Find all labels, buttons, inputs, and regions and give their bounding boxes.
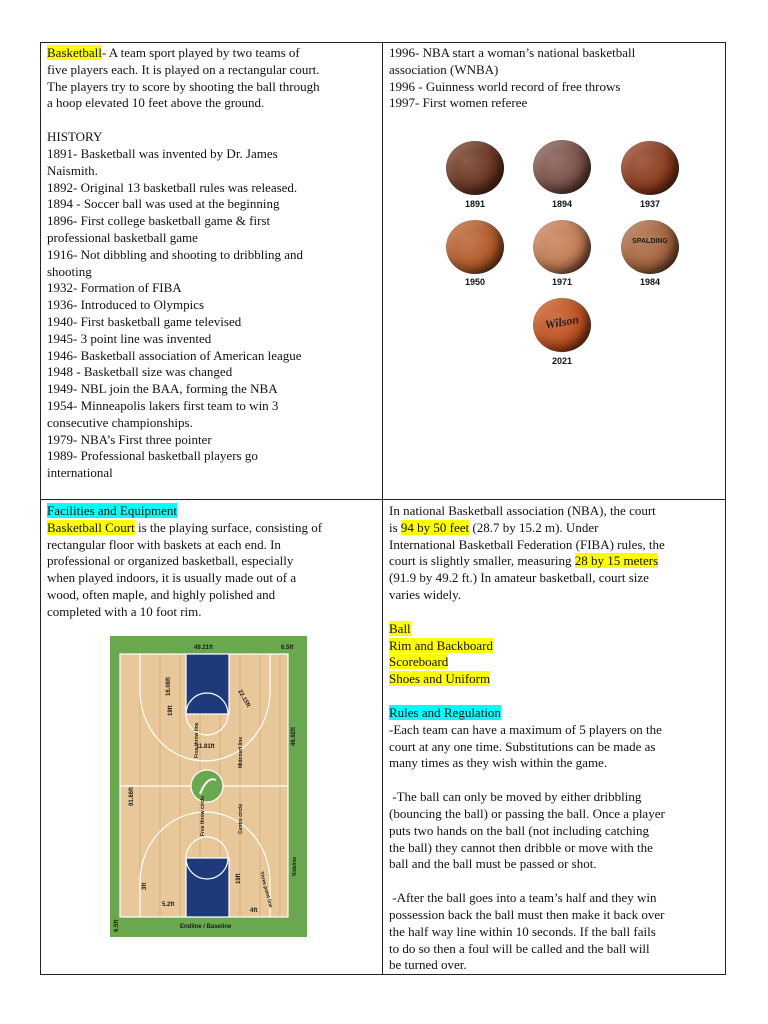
equipment-item: Scoreboard	[389, 654, 449, 670]
corner-label: 6.5ft	[281, 645, 294, 651]
centre-circle-label: Centre circle	[238, 803, 244, 834]
court-line: Basketball Court is the playing surface, consisting of	[47, 519, 323, 535]
key-top	[186, 654, 229, 714]
ball-year-label: 1891	[464, 199, 486, 209]
history-line: 1940- First basketball game televised	[47, 313, 242, 329]
dimension-line: In national Basketball association (NBA), the court	[389, 503, 656, 518]
history-line: 1996- NBA start a woman’s national basketball	[389, 45, 636, 60]
history-title: HISTORY	[47, 129, 103, 145]
court-line: when played indoors, it is usually made out of a	[47, 570, 297, 586]
rule-line: possession back the ball must then make it back over	[389, 906, 665, 922]
ball-year-label: 1971	[551, 277, 573, 287]
dimension-line: court is slightly smaller, measuring 28 by 15 meters	[389, 553, 659, 569]
dimension-line: International Basketball Federation (FIBA) rules, the	[389, 536, 665, 552]
short-3-label: 3ft	[142, 882, 148, 890]
short-4-label: 4ft	[250, 908, 258, 914]
ball-1894	[533, 140, 591, 194]
history-line: professional basketball game	[47, 229, 198, 245]
history-line: 1948 - Basketball size was changed	[47, 364, 233, 380]
equipment-item: Shoes and Uniform	[389, 671, 491, 687]
history-line: 1945- 3 point line was invented	[47, 330, 212, 346]
facilities-heading: Facilities and Equipment	[47, 503, 177, 518]
court-diagram	[110, 636, 307, 937]
equipment-item: Rim and Backboard	[389, 637, 493, 653]
history-line: association (WNBA)	[389, 61, 499, 77]
rule-line: -After the ball goes into a team’s half and they win	[389, 890, 657, 906]
sideline-label: Sideline	[292, 856, 298, 876]
rule-line: (bouncing the ball) or passing the ball. Once a player	[389, 805, 665, 821]
history-line: 1997- First women referee	[389, 95, 528, 111]
court-line: completed with a 10 foot rim.	[47, 603, 202, 619]
history-line: 1936- Introduced to Olympics	[47, 297, 205, 313]
side-width-label: 46.92ft	[291, 726, 297, 746]
intro-line: Basketball- A team sport played by two teams of	[47, 45, 300, 60]
ball-year-label: 1937	[639, 199, 661, 209]
rule-line: be turned over.	[389, 957, 467, 973]
history-line: 1979- NBA’s First three pointer	[47, 431, 212, 447]
free-throw-label: Free throw line	[194, 722, 200, 758]
history-line: 1891- Basketball was invented by Dr. James	[47, 145, 278, 161]
court-line: professional or organized basketball, especially	[47, 553, 294, 569]
history-line: 1996 - Guinness world record of free throws	[389, 78, 621, 94]
basketball-heading: Basketball	[47, 45, 102, 60]
history-line: 1896- First college basketball game & first	[47, 213, 271, 229]
intro-line: five players each. It is played on a rectangular court.	[47, 61, 320, 77]
ball-1937	[621, 141, 679, 195]
bottom-65-label: 6.5ft	[114, 919, 120, 932]
rule-line: -Each team can have a maximum of 5 players on the	[389, 721, 662, 737]
history-line: shooting	[47, 263, 92, 279]
key-bottom	[186, 858, 229, 917]
court-label: Basketball Court	[47, 519, 135, 535]
rule-line: the half way line within 10 seconds. If the ball fails	[389, 923, 656, 939]
rule-line: ball and the ball must be passed or shot.	[389, 856, 597, 872]
history-line: 1946- Basketball association of American league	[47, 347, 302, 363]
midcourt-label: Midcourt line	[238, 736, 244, 768]
dimension-line: (91.9 by 49.2 ft.) In amateur basketball, court size	[389, 570, 649, 586]
court-line: wood, often maple, and highly polished and	[47, 586, 276, 602]
history-line: 1949- NBL join the BAA, forming the NBA	[47, 381, 278, 397]
rule-line: to do so then a foul will be called and the ball will	[389, 940, 650, 956]
ball-1971	[533, 220, 591, 274]
wilson-logo: Wilson	[543, 312, 580, 332]
short-19-label: 19ft	[236, 873, 242, 884]
dimension-line: is 94 by 50 feet (28.7 by 15.2 m). Under	[389, 519, 599, 535]
column-divider	[382, 43, 383, 974]
rule-line: the ball) they cannot then dribble or move with the	[389, 839, 653, 855]
free-circle-label: Free throw circle	[200, 795, 206, 836]
dimension-line: varies widely.	[389, 586, 462, 602]
history-line: 1932- Formation of FIBA	[47, 280, 182, 296]
key-depth-label: 16.08ft	[166, 676, 172, 696]
rules-heading: Rules and Regulation	[389, 704, 501, 720]
short-52-label: 5.2ft	[162, 902, 175, 908]
rule-line: -The ball can only be moved by either dribbling	[389, 789, 642, 805]
history-line: international	[47, 465, 113, 481]
ball-1891	[446, 141, 504, 195]
rules-cell	[389, 503, 723, 974]
ball-year-label: 2021	[551, 356, 573, 366]
spalding-logo: SPALDING	[632, 238, 668, 245]
rule-line: court at any one time. Substitutions can be made as	[389, 738, 656, 754]
history-cell	[47, 45, 379, 482]
fiba-size-highlight: 28 by 15 meters	[574, 553, 659, 569]
width-label: 49.21ft	[194, 645, 214, 651]
lane-label: 19ft	[168, 705, 174, 716]
ball-evolution-image	[400, 95, 668, 366]
history-line: 1989- Professional basketball players go	[47, 448, 258, 464]
history-line: 1892- Original 13 basketball rules was released.	[47, 179, 298, 195]
arc-label: 22.15ft	[236, 689, 251, 709]
ball-1984	[621, 220, 679, 274]
history-line: 1916- Not dibbling and shooting to dribbling and	[47, 246, 304, 262]
history-line: Naismith.	[47, 162, 98, 178]
ball-1950	[446, 220, 504, 274]
nba-size-highlight: 94 by 50 feet	[400, 519, 470, 535]
key-width-label: 11.81ft	[196, 744, 215, 750]
centre-circle	[191, 770, 223, 802]
court-line: rectangular floor with baskets at each end. In	[47, 536, 281, 552]
history-line: 1954- Minneapolis lakers first team to win 3	[47, 397, 279, 413]
ball-year-label: 1894	[551, 199, 573, 209]
facilities-cell	[47, 503, 379, 621]
ball-year-label: 1950	[464, 277, 486, 287]
intro-line: The players try to score by shooting the ball through	[47, 78, 320, 94]
history-line: 1894 - Soccer ball was used at the beginning	[47, 196, 280, 212]
equipment-item: Ball	[389, 620, 411, 636]
endline-label: Endline / Baseline	[180, 924, 232, 930]
rule-line: puts two hands on the ball (not including catching	[389, 822, 649, 838]
rule-line: many times as they wish within the game.	[389, 755, 608, 771]
history-line: consecutive championships.	[47, 414, 193, 430]
length-label: 91.86ft	[129, 786, 135, 806]
row-divider	[41, 499, 725, 500]
intro-line: a hoop elevated 10 feet above the ground.	[47, 95, 265, 111]
ball-year-label: 1984	[639, 277, 661, 287]
three-point-label: Three point line	[258, 870, 274, 909]
